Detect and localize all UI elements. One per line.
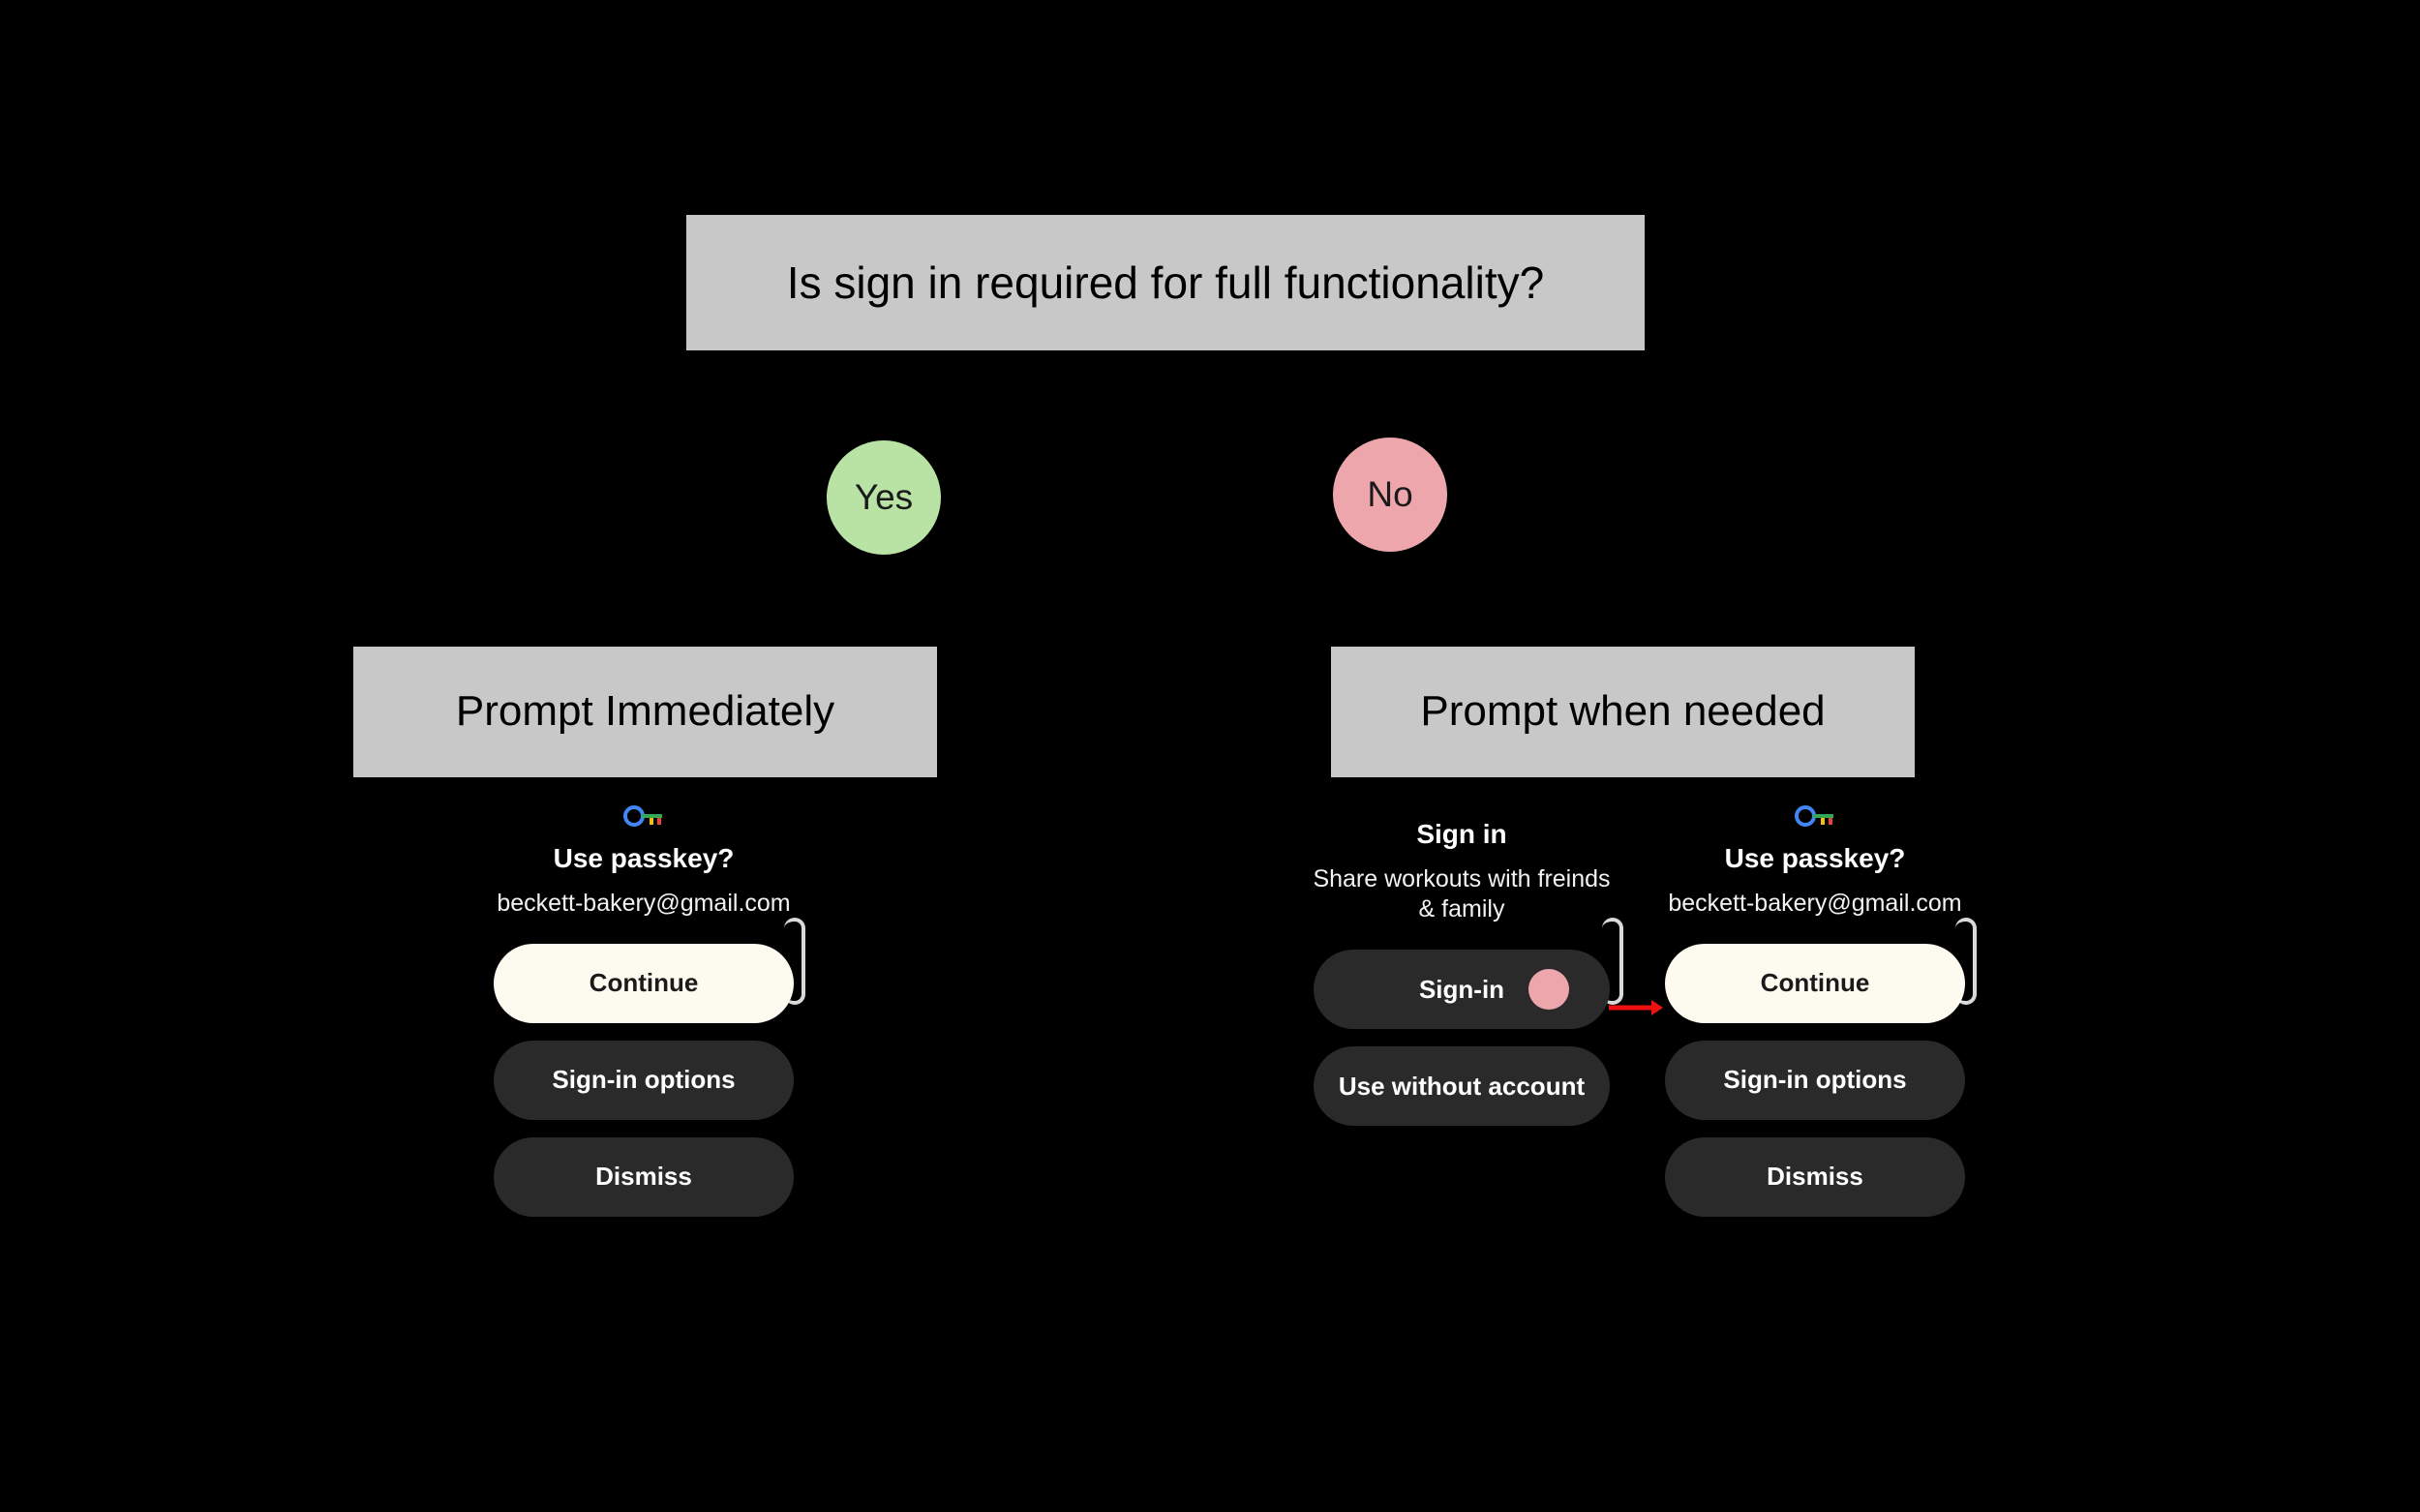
sign-in-options-button[interactable]: Sign-in options — [1665, 1041, 1965, 1120]
phone-mockup-passkey-left — [484, 803, 803, 1234]
continue-button[interactable]: Continue — [1665, 944, 1965, 1023]
use-without-account-button[interactable]: Use without account — [1314, 1046, 1610, 1126]
dialog-title: Sign in — [1416, 819, 1507, 849]
branch-label-yes: Yes — [827, 440, 941, 555]
passkey-icon — [623, 803, 664, 829]
dialog-subtitle-email: beckett-bakery@gmail.com — [1668, 889, 1962, 917]
process-node-prompt-when-needed: Prompt when needed — [1331, 647, 1915, 777]
branch-label-no: No — [1333, 438, 1447, 552]
dialog-title: Use passkey? — [553, 843, 735, 873]
passkey-icon — [1795, 803, 1835, 829]
phone-mockup-signin — [1302, 818, 1621, 1143]
sign-in-button-label: Sign-in — [1418, 974, 1505, 1004]
phone-mockup-passkey-right — [1655, 803, 1975, 1234]
dialog-title: Use passkey? — [1724, 843, 1906, 873]
dismiss-button[interactable]: Dismiss — [494, 1137, 794, 1217]
continue-button[interactable]: Continue — [494, 944, 794, 1023]
dialog-subtitle: Share workouts with freinds & family — [1313, 864, 1611, 922]
touch-cursor-indicator — [1528, 969, 1569, 1010]
sign-in-button[interactable] — [1314, 950, 1610, 1029]
dialog-subtitle-email: beckett-bakery@gmail.com — [497, 889, 791, 917]
process-node-prompt-immediately: Prompt Immediately — [353, 647, 937, 777]
dismiss-button[interactable]: Dismiss — [1665, 1137, 1965, 1217]
sign-in-options-button[interactable]: Sign-in options — [494, 1041, 794, 1120]
decision-node-root: Is sign in required for full functionality? — [686, 215, 1645, 350]
